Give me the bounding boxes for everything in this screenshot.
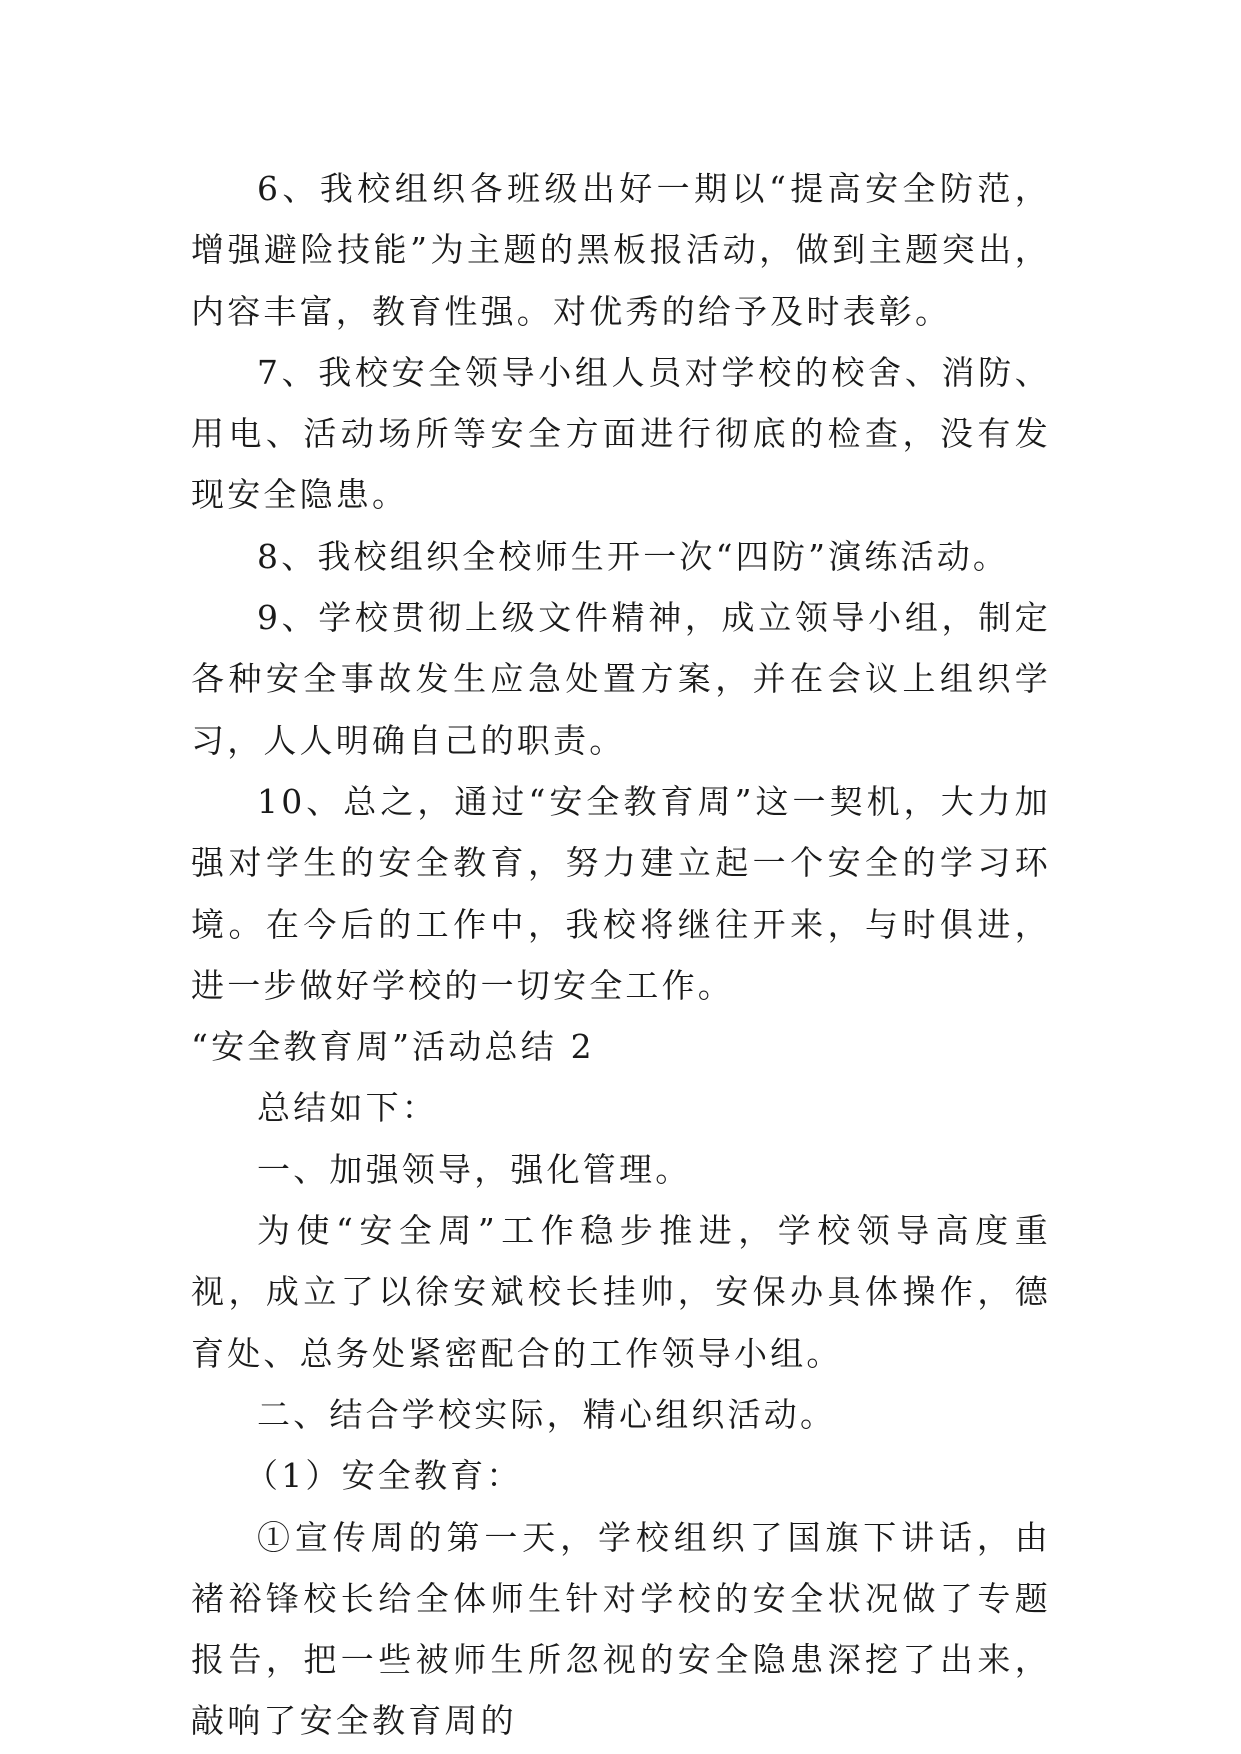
paragraph-item-8: 8、我校组织全校师生开一次“四防”演练活动。: [257, 536, 1010, 576]
paragraph-item-10: 10、总之，通过“安全教育周”这一契机，大力加强对学生的安全教育，努力建立起一个安全的学习环境。在今后的工作中，我校将继往开来，与时俱进，进一步做好学校的一切安全工作。: [191, 781, 1051, 1005]
paragraph-item-7: 7、我校安全领导小组人员对学校的校舍、消防、用电、活动场所等安全方面进行彻底的检查，没有发现安全隐患。: [191, 352, 1051, 515]
summary-intro: 总结如下：: [257, 1088, 438, 1128]
paragraph-item-6: 6、我校组织各班级出好一期以“提高安全防范，增强避险技能”为主题的黑板报活动，做到主题突出，内容丰富，教育性强。对优秀的给予及时表彰。: [191, 169, 1051, 331]
subheading-one: 一、加强领导，强化管理。: [257, 1149, 692, 1189]
paragraph-leadership: 为使“安全周”工作稳步推进，学校领导高度重视，成立了以徐安斌校长挂帅，安保办具体操作，德育处、总务处紧密配合的工作领导小组。: [191, 1211, 1051, 1373]
subheading-safety-education: （1）安全教育：: [245, 1456, 523, 1496]
subheading-two: 二、结合学校实际，精心组织活动。: [257, 1394, 837, 1434]
paragraph-first-day: ①宣传周的第一天，学校组织了国旗下讲话，由褚裕锋校长给全体师生针对学校的安全状况做了专题报告，把一些被师生所忽视的安全隐患深挖了出来，敲响了安全教育周的: [191, 1517, 1051, 1741]
section-heading: “安全教育周”活动总结 2: [191, 1027, 595, 1067]
document-body: [191, 158, 1051, 1752]
paragraph-item-9: 9、学校贯彻上级文件精神，成立领导小组，制定各种安全事故发生应急处置方案，并在会议上组织学习，人人明确自己的职责。: [191, 598, 1051, 760]
